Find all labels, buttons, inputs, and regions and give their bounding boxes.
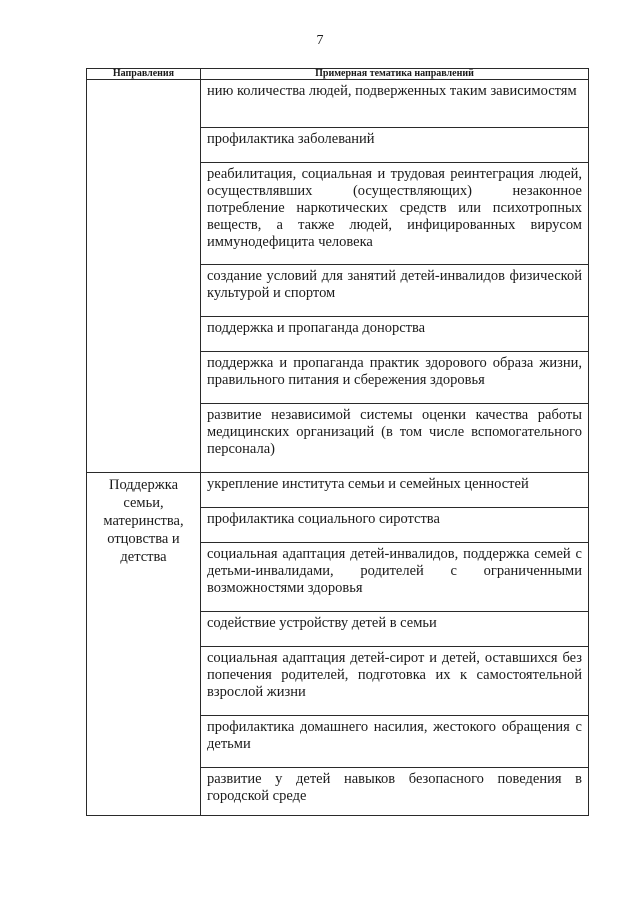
table-row: [87, 473, 589, 508]
topic-cell: профилактика заболеваний: [201, 128, 589, 163]
page-number: 7: [316, 33, 324, 48]
topic-cell: поддержка и пропаганда практик здорового образа жизни, правильного питания и сбережения здоровья: [201, 352, 589, 404]
topic-cell: развитие независимой системы оценки качества работы медицинских организаций (в том числе вспомогательного персонала): [201, 404, 589, 473]
header-topics: Примерная тематика направлений: [201, 69, 589, 80]
topic-cell: развитие у детей навыков безопасного поведения в городской среде: [201, 768, 589, 816]
direction-cell: [87, 80, 201, 473]
topic-cell: нию количества людей, подверженных таким зависимостям: [201, 80, 589, 128]
topic-cell: поддержка и пропаганда донорства: [201, 317, 589, 352]
topic-cell: реабилитация, социальная и трудовая реинтеграция людей, осуществлявших (осуществляющих) незаконное потребление наркотических средств или психотропных веществ, а также людей, инфицированных вирусом иммунодефицита человека: [201, 163, 589, 265]
topic-cell: создание условий для занятий детей-инвалидов физической культурой и спортом: [201, 265, 589, 317]
topic-cell: профилактика домашнего насилия, жестокого обращения с детьми: [201, 716, 589, 768]
table-header-row: [87, 69, 589, 80]
topic-cell: укрепление института семьи и семейных ценностей: [201, 473, 589, 508]
topic-cell: социальная адаптация детей-инвалидов, поддержка семей с детьми-инвалидами, родителей с ограниченными возможностями здоровья: [201, 543, 589, 612]
topic-cell: содействие устройству детей в семьи: [201, 612, 589, 647]
directions-table: [86, 68, 589, 816]
topic-cell: социальная адаптация детей-сирот и детей, оставшихся без попечения родителей, подготовка их к самостоятельной взрослой жизни: [201, 647, 589, 716]
direction-cell-family-support: Поддержка семьи, материнства, отцовства и детства: [87, 473, 201, 816]
table-row: [87, 80, 589, 128]
header-directions: Направления: [87, 69, 201, 80]
topic-cell: профилактика социального сиротства: [201, 508, 589, 543]
